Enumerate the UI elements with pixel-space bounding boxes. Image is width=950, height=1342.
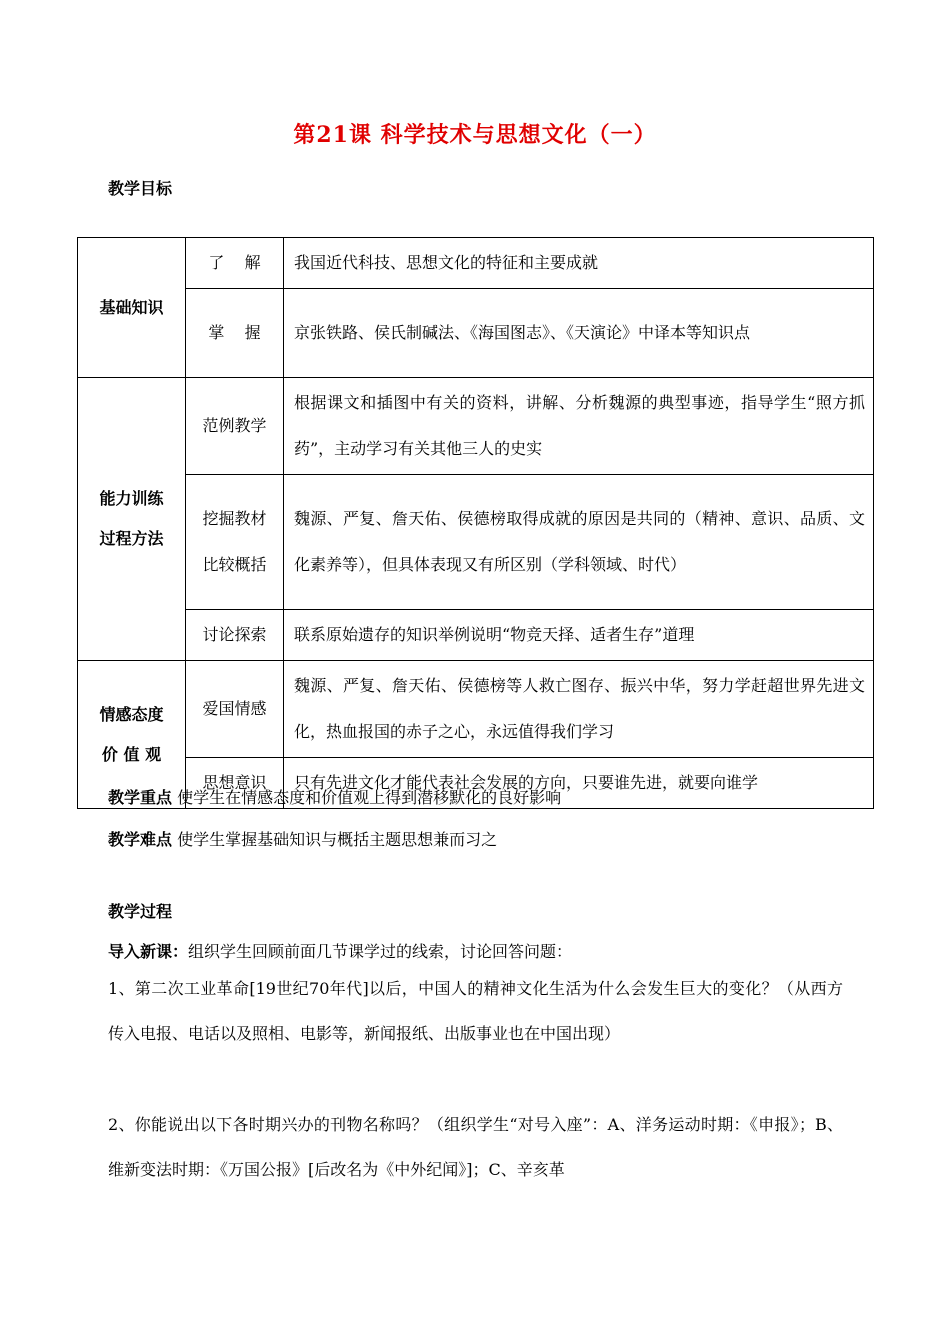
content-cell: 京张铁路、侯氏制碱法、《海国图志》、《天演论》中译本等知识点: [284, 289, 874, 378]
table-row: [78, 238, 874, 289]
intro-text: 组织学生回顾前面几节课学过的线索，讨论回答问题：: [188, 942, 573, 961]
category-cell: 情感态度 价 值 观: [78, 661, 186, 809]
key-point-label: 教学重点: [108, 788, 173, 807]
subcategory-cell: 了 解: [186, 238, 284, 289]
question-1: 1、第二次工业革命[19世纪70年代]以后，中国人的精神文化生活为什么会发生巨大的变化？（从西方传入电报、电话以及照相、电影等，新闻报纸、出版事业也在中国出现）: [108, 979, 843, 1043]
table-row: [78, 610, 874, 661]
key-point: [108, 785, 561, 808]
category-cell: 基础知识: [78, 238, 186, 378]
difficulty: [108, 827, 497, 850]
subcategory-cell: 掌 握: [186, 289, 284, 378]
content-cell: 魏源、严复、詹天佑、侯德榜取得成就的原因是共同的（精神、意识、品质、文化素养等），但具体表现又有所区别（学科领域、时代）: [284, 475, 874, 610]
content-cell: 只有先进文化才能代表社会发展的方向，只要谁先进，就要向谁学: [284, 758, 874, 809]
question-2: 2、你能说出以下各时期兴办的刊物名称吗？（组织学生“对号入座”：A、洋务运动时期：《申报》；B、维新变法时期：《万国公报》[后改名为《中外纪闻》]；C、辛亥革: [108, 1115, 843, 1179]
content-cell: 联系原始遗存的知识举例说明“物竞天择、适者生存”道理: [284, 610, 874, 661]
content-cell: 我国近代科技、思想文化的特征和主要成就: [284, 238, 874, 289]
objectives-table: [77, 237, 874, 809]
table-row: [78, 661, 874, 758]
content-cell: 魏源、严复、詹天佑、侯德榜等人救亡图存、振兴中华，努力学赶超世界先进文化，热血报国的赤子之心，永远值得我们学习: [284, 661, 874, 758]
content-cell: 根据课文和插图中有关的资料，讲解、分析魏源的典型事迹，指导学生“照方抓药”，主动学习有关其他三人的史实: [284, 378, 874, 475]
objectives-heading: 教学目标: [108, 179, 173, 198]
category-cell: 能力训练 过程方法: [78, 378, 186, 661]
page-title: 第21课 科学技术与思想文化（一）: [293, 122, 657, 148]
key-point-text: 使学生在情感态度和价值观上得到潜移默化的良好影响: [177, 788, 562, 807]
table-row: [78, 289, 874, 378]
subcategory-cell: 挖掘教材 比较概括: [186, 475, 284, 610]
difficulty-text: 使学生掌握基础知识与概括主题思想兼而习之: [177, 830, 498, 849]
table-row: [78, 475, 874, 610]
subcategory-cell: 范例教学: [186, 378, 284, 475]
process-heading: 教学过程: [108, 902, 173, 921]
difficulty-label: 教学难点: [108, 830, 173, 849]
subcategory-cell: 思想意识: [186, 758, 284, 809]
subcategory-cell: 讨论探索: [186, 610, 284, 661]
intro-label: 导入新课：: [108, 942, 189, 961]
subcategory-cell: 爱国情感: [186, 661, 284, 758]
table-row: [78, 378, 874, 475]
intro: [108, 939, 572, 962]
